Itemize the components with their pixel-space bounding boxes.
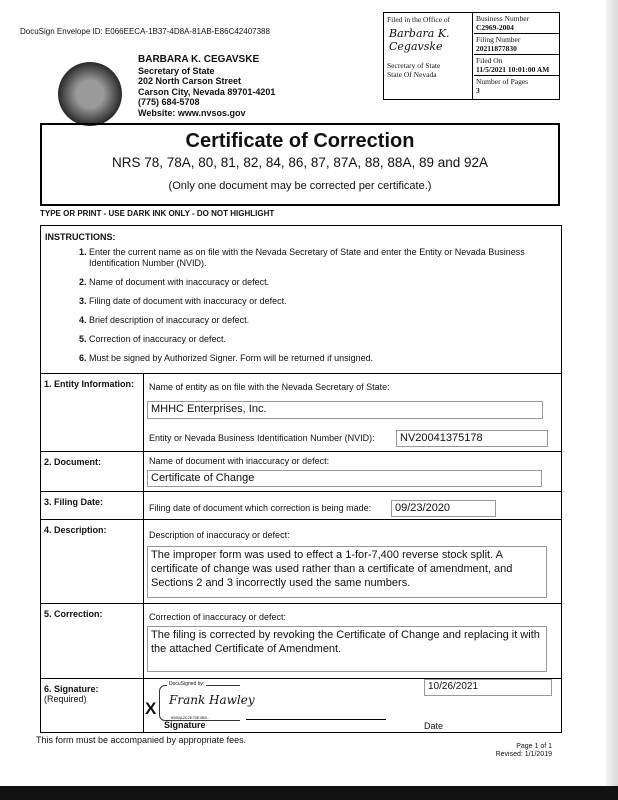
filed-in-label: Filed in the Office of bbox=[387, 15, 451, 24]
business-number-cell: Business Number C2969-2004 bbox=[474, 13, 559, 34]
signature-line bbox=[246, 719, 386, 720]
nrs-reference: NRS 78, 78A, 80, 81, 82, 84, 86, 87, 87A, 88, 88A, 89 and 92A bbox=[111, 155, 489, 170]
scan-bottom-edge bbox=[0, 786, 618, 800]
correction-section: 5. Correction: Correction of inaccuracy or defect: The filing is corrected by revoking the Certificate of Change and replacing it with the attached Certificate of Amendment. bbox=[41, 603, 561, 679]
filing-date-field[interactable]: 09/23/2020 bbox=[391, 500, 496, 517]
entity-name-field[interactable]: MHHC Enterprises, Inc. bbox=[147, 401, 543, 419]
signer-signature[interactable]: Frank Hawley bbox=[169, 693, 255, 707]
entity-section: 1. Entity Information: Name of entity as on file with the Nevada Secretary of State: MHHC Enterprises, Inc. Entity or Nevada Business Identification Number (NVID): NV20041375178 bbox=[41, 373, 561, 452]
description-section: 4. Description: Description of inaccuracy or defect: The improper form was used to effect a 1-for-7,400 reverse stock split. A certificate of change was used rather than a certificate of amendment, and Sections 2 and 3 incorrectly used the same numbers. bbox=[41, 519, 561, 604]
description-field[interactable]: The improper form was used to effect a 1-for-7,400 reverse stock split. A certificate of change was used rather than a certificate of amendment, and Sections 2 and 3 incorrectly used the same numbers. bbox=[147, 546, 547, 598]
title-box bbox=[40, 123, 560, 206]
secretary-label: Secretary of State bbox=[387, 61, 441, 70]
page-title: Certificate of Correction bbox=[185, 130, 415, 152]
state-label: State Of Nevada bbox=[387, 70, 437, 79]
scan-edge bbox=[606, 0, 618, 800]
envelope-id: DocuSign Envelope ID: E066EECA-1B37-4D8A-81AB-E86C42407388 bbox=[20, 27, 270, 36]
sign-here-mark: X bbox=[145, 699, 157, 718]
filing-stamp bbox=[383, 12, 560, 100]
document-name-field[interactable]: Certificate of Change bbox=[147, 470, 542, 487]
correction-field[interactable]: The filing is corrected by revoking the Certificate of Change and replacing it with the attached Certificate of Amendment. bbox=[147, 626, 547, 672]
filed-on-cell: Filed On 11/5/2021 10:01:00 AM bbox=[474, 55, 559, 76]
page-info: Page 1 of 1 Revised: 1/1/2019 bbox=[495, 743, 552, 758]
nevada-state-seal bbox=[58, 62, 122, 126]
secretary-signature: Barbara K. Cegavske bbox=[389, 27, 450, 53]
office-address: BARBARA K. CEGAVSKE Secretary of State 202 North Carson Street Carson City, Nevada 89701-4201 (775) 684-5708 Website: www.nvsos.gov bbox=[138, 54, 276, 118]
type-note: TYPE OR PRINT - USE DARK INK ONLY - DO NOT HIGHLIGHT bbox=[40, 209, 275, 218]
document-section: 2. Document: Name of document with inaccuracy or defect: Certificate of Change bbox=[41, 451, 561, 492]
date-field[interactable]: 10/26/2021 bbox=[424, 679, 552, 696]
number-of-pages-cell: Number of Pages 3 bbox=[476, 77, 529, 95]
instructions: INSTRUCTIONS: 1. Enter the current name as on file with the Nevada Secretary of State and enter the Entity or Nevada Business Identification Number (NVID). 2. Name of document with inaccuracy or defect. 3. Filing date of document with inaccuracy or defect. 4. Brief description of inaccuracy or defect. 5. Correction of inaccuracy or defect. 6. Must be signed by Authorized Signer. Form will be returned if unsigned. bbox=[41, 226, 561, 373]
fees-note: This form must be accompanied by appropriate fees. bbox=[36, 735, 247, 745]
form-body bbox=[40, 225, 562, 733]
title-note: (Only one document may be corrected per certificate.) bbox=[168, 180, 432, 192]
filing-number-cell: Filing Number 20211877830 bbox=[474, 34, 559, 55]
nvid-field[interactable]: NV20041375178 bbox=[396, 430, 548, 447]
signature-section: 6. Signature: (Required) X DocuSigned by: Frank Hawley 6550A2C2E70E4B5... Signature 10/26/2021 Date bbox=[41, 678, 561, 733]
filing-date-section: 3. Filing Date: Filing date of document which correction is being made: 09/23/2020 bbox=[41, 491, 561, 520]
